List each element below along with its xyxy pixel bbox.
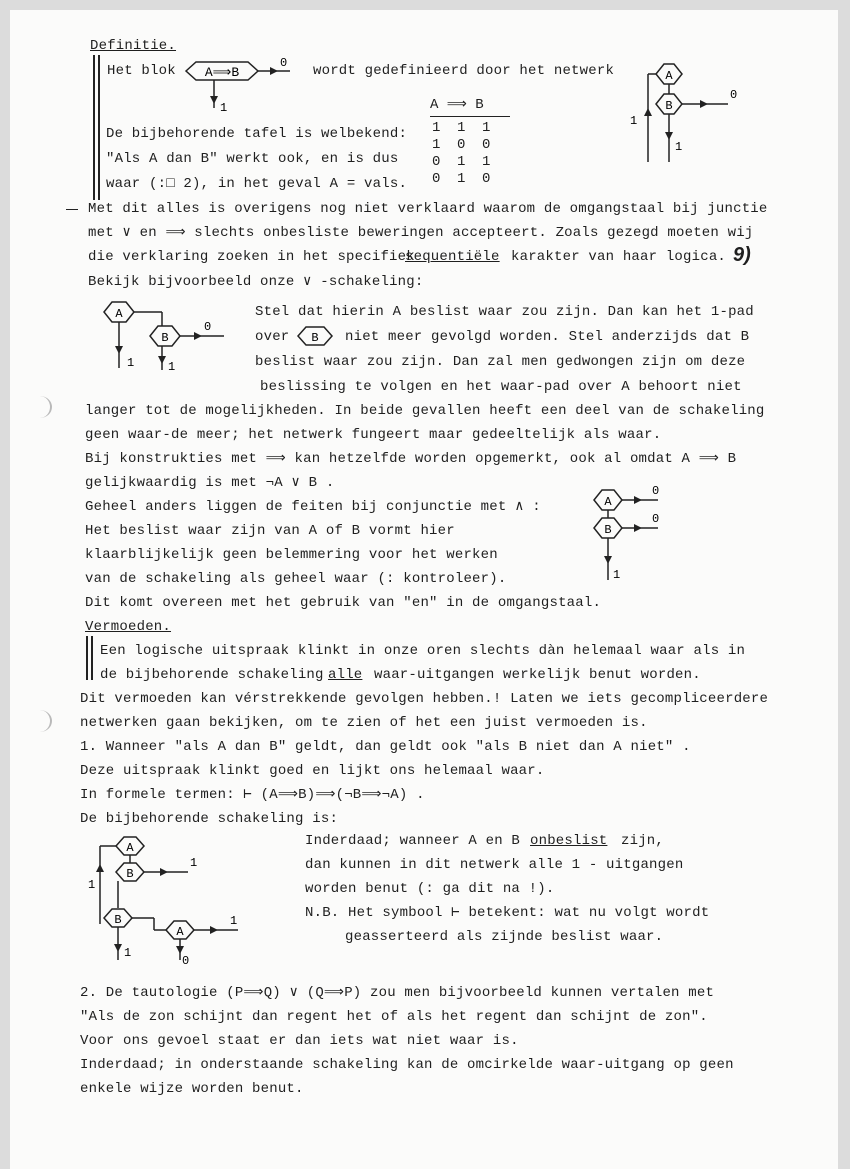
svg-text:1: 1 xyxy=(124,946,132,960)
text-line: Bekijk bijvoorbeeld onze ∨ -schakeling: xyxy=(88,274,424,290)
svg-text:0: 0 xyxy=(730,88,738,102)
document-page xyxy=(10,10,838,1169)
svg-text:B: B xyxy=(114,913,122,927)
text-line: karakter van haar logica. xyxy=(511,249,727,265)
text-line: "Als de zon schijnt dan regent het of als het regent dan schijnt de zon". xyxy=(80,1009,708,1025)
svg-text:A: A xyxy=(126,841,134,855)
underlined-word: sequentiële xyxy=(405,249,500,265)
text-line: 1. Wanneer "als A dan B" geldt, dan geldt ook "als B niet dan A niet" . xyxy=(80,739,691,755)
text-line: De bijbehorende schakeling is: xyxy=(80,811,339,827)
svg-text:0: 0 xyxy=(204,320,212,334)
text-line: beslissing te volgen en het waar-pad over A behoort niet xyxy=(260,379,742,395)
svg-text:1: 1 xyxy=(675,140,683,154)
margin-bar xyxy=(86,636,93,680)
svg-text:B: B xyxy=(161,331,169,345)
text-line: Stel dat hierin A beslist waar zou zijn. Dan kan het 1-pad xyxy=(255,304,754,320)
truth-table: A ⟹ B 1 1 1 1 0 0 0 1 1 0 1 0 xyxy=(430,96,520,186)
svg-text:0: 0 xyxy=(652,484,660,498)
underlined-word: onbeslist xyxy=(530,833,608,849)
svg-text:A: A xyxy=(665,69,673,83)
text-line: met ∨ en ⟹ slechts onbesliste beweringen accepteert. Zoals gezegd moeten wij xyxy=(88,225,754,241)
text-line: Met dit alles is overigens nog niet verklaard waarom de omgangstaal bij junctie xyxy=(88,201,768,217)
heading-vermoeden: Vermoeden. xyxy=(85,619,172,635)
svg-text:1: 1 xyxy=(190,856,198,870)
text-line: dan kunnen in dit netwerk alle 1 - uitgangen xyxy=(305,857,684,873)
svg-text:1: 1 xyxy=(220,101,228,115)
text-line: geen waar-de meer; het netwerk fungeert maar gedeeltelijk als waar. xyxy=(85,427,662,443)
dash-mark xyxy=(66,209,78,210)
text-line: Inderdaad; in onderstaande schakeling kan de omcirkelde waar-uitgang op geen xyxy=(80,1057,734,1073)
text-line: Inderdaad; wanneer A en B xyxy=(305,833,521,849)
heading-definitie: Definitie. xyxy=(90,38,177,54)
text-line: gelijkwaardig is met ¬A ∨ B . xyxy=(85,475,335,491)
text-line: beslist waar zou zijn. Dan zal men gedwongen zijn om deze xyxy=(255,354,746,370)
text-line: De bijbehorende tafel is welbekend: xyxy=(106,126,408,142)
contraposition-circuit-diagram xyxy=(88,832,248,968)
svg-text:0: 0 xyxy=(652,512,660,526)
block-label: A⟹B xyxy=(204,65,240,80)
implication-block-diagram xyxy=(186,56,296,115)
text-line: worden benut (: ga dit na !). xyxy=(305,881,555,897)
text-line: klaarblijkelijk geen belemmering voor het werken xyxy=(85,547,498,563)
text-line: wordt gedefinieerd door het netwerk xyxy=(313,63,615,79)
formula-line: In formele termen: ⊢ (A⟹B)⟹(¬B⟹¬A) . xyxy=(80,787,425,803)
text-line: waar-uitgangen werkelijk benut worden. xyxy=(374,667,701,683)
text-line: "Als A dan B" werkt ook, en is dus xyxy=(106,151,399,167)
svg-text:1: 1 xyxy=(630,114,638,128)
text-line: over xyxy=(255,329,290,345)
text-line: geasserteerd als zijnde beslist waar. xyxy=(345,929,664,945)
text-line: van de schakeling als geheel waar (: kontroleer). xyxy=(85,571,507,587)
svg-text:A: A xyxy=(115,307,123,321)
and-circuit-diagram xyxy=(588,486,678,582)
svg-text:B: B xyxy=(604,523,612,537)
text-line: Voor ons gevoel staat er dan iets wat niet waar is. xyxy=(80,1033,519,1049)
text-line: Deze uitspraak klinkt goed en lijkt ons helemaal waar. xyxy=(80,763,545,779)
margin-bar xyxy=(93,55,100,200)
svg-text:1: 1 xyxy=(88,878,96,892)
svg-text:1: 1 xyxy=(230,914,238,928)
text-line: niet meer gevolgd worden. Stel anderzijds dat B xyxy=(345,329,750,345)
svg-text:1: 1 xyxy=(127,356,135,370)
text-line: 2. De tautologie (P⟹Q) ∨ (Q⟹P) zou men bijvoorbeeld kunnen vertalen met xyxy=(80,985,715,1001)
text-line: zijn, xyxy=(621,833,665,849)
text-line: enkele wijze worden benut. xyxy=(80,1081,304,1097)
text-line: Een logische uitspraak klinkt in onze oren slechts dàn helemaal waar als in xyxy=(100,643,746,659)
text-line: die verklaring zoeken in het specifiek xyxy=(88,249,415,265)
svg-text:B: B xyxy=(665,99,673,113)
text-line: Geheel anders liggen de feiten bij conjunctie met ∧ : xyxy=(85,499,541,515)
text-line: N.B. Het symbool ⊢ betekent: wat nu volgt wordt xyxy=(305,905,710,921)
underlined-word: alle xyxy=(328,667,363,683)
or-circuit-diagram xyxy=(98,296,228,372)
text-line: Het beslist waar zijn van A of B vormt hier xyxy=(85,523,455,539)
svg-text:A: A xyxy=(176,925,184,939)
truth-table-header: A ⟹ B xyxy=(430,97,484,113)
hexagon-b-inline xyxy=(296,324,336,348)
text-line: Het blok xyxy=(107,63,176,79)
text-line: Bij konstrukties met ⟹ kan hetzelfde worden opgemerkt, ook al omdat A ⟹ B xyxy=(85,451,737,467)
punch-hole-mark xyxy=(28,396,52,418)
svg-text:B: B xyxy=(311,331,319,345)
implication-network-diagram xyxy=(620,58,738,170)
svg-text:1: 1 xyxy=(613,568,621,582)
text-line: waar (:□ 2), in het geval A = vals. xyxy=(106,176,408,192)
text-line: Dit komt overeen met het gebruik van "en" in de omgangstaal. xyxy=(85,595,602,611)
svg-text:A: A xyxy=(604,495,612,509)
svg-text:1: 1 xyxy=(168,360,176,374)
svg-text:0: 0 xyxy=(182,954,190,968)
svg-text:0: 0 xyxy=(280,56,288,70)
page-number-mark: 9) xyxy=(733,244,751,266)
text-line: netwerken gaan bekijken, om te zien of het een juist vermoeden is. xyxy=(80,715,648,731)
punch-hole-mark xyxy=(28,710,52,732)
svg-text:B: B xyxy=(126,867,134,881)
text-line: Dit vermoeden kan vérstrekkende gevolgen hebben.! Laten we iets gecompliceerdere xyxy=(80,691,769,707)
text-line: de bijbehorende schakeling xyxy=(100,667,324,683)
text-line: langer tot de mogelijkheden. In beide gevallen heeft een deel van de schakeling xyxy=(85,403,765,419)
